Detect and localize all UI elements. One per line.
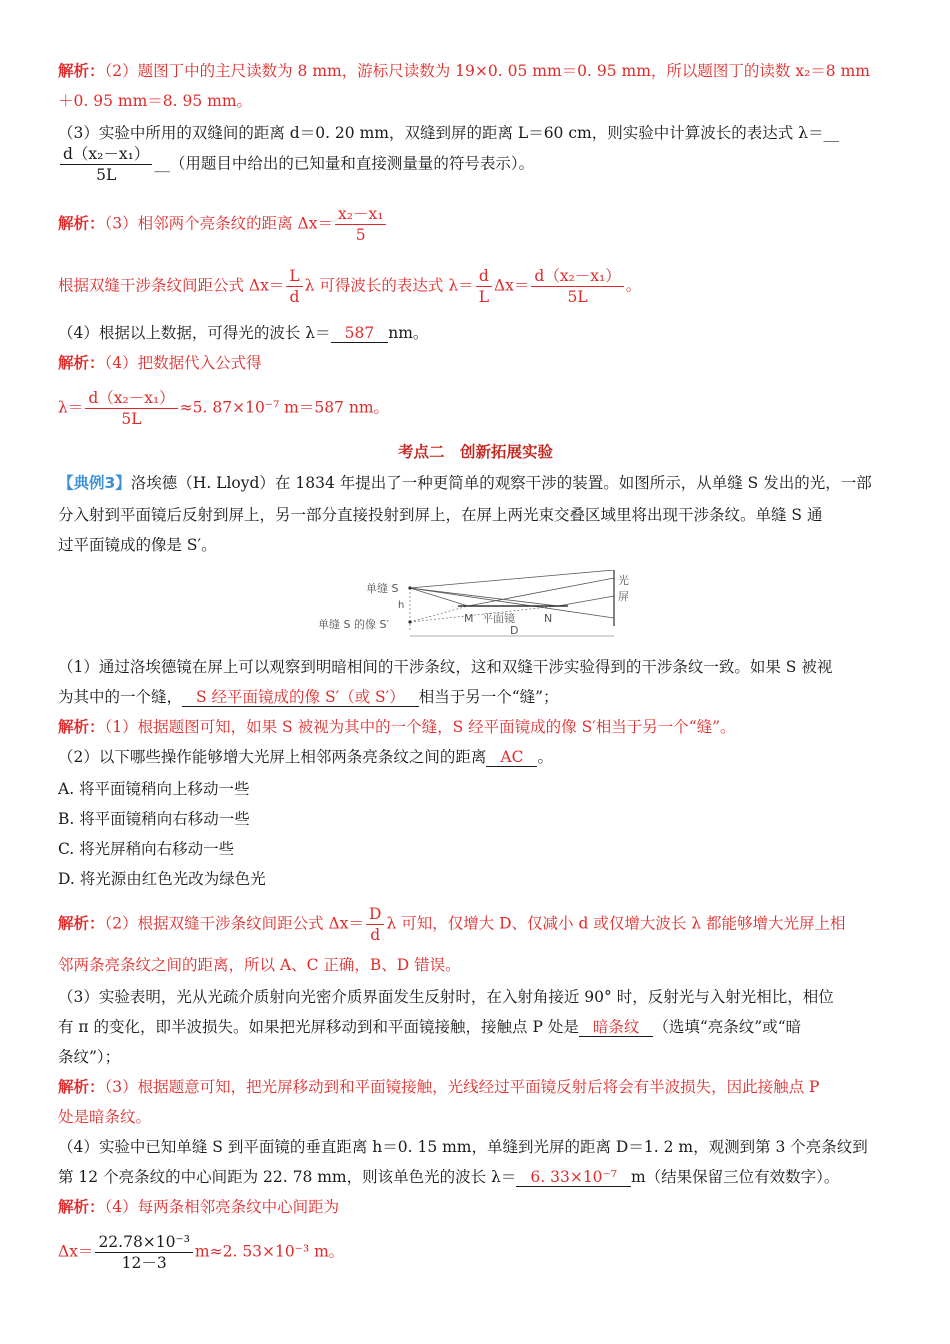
b1-pre: 为其中的一个缝， [58,688,183,706]
b3-line1: （3）实验表明，光从光疏介质射向光密介质界面发生反射时，在入射角接近 90° 时，反射光与入射光相比，相位 [58,988,834,1006]
b1-analysis [58,716,736,738]
b1-line1: （1）通过洛埃德镜在屏上可以观察到明暗相间的干涉条纹，这和双缝干涉实验得到的干涉条纹一致。如果 S 被视 [58,658,833,676]
t4: 。 [625,276,642,295]
q3-text: （3）实验中所用的双缝间的距离 d＝0. 20 mm，双缝到屏的距离 L＝60 cm，则实验中计算波长的表达式 λ＝__ [58,124,839,142]
analysis-4 [58,352,262,374]
pre: λ＝ [58,398,84,417]
answer-blank: 6. 33×10⁻⁷ [516,1168,631,1187]
q4-text: （4）根据以上数据，可得光的波长 λ＝ [58,324,331,342]
numerator: x₂－x₁ [335,204,386,225]
option-d: D. 将光源由红色光改为绿色光 [58,870,266,888]
numerator: d（x₂－x₁） [85,388,177,409]
b2-pre: （2）以下哪些操作能够增大光屏上相邻两条亮条纹之间的距离 [58,748,487,766]
image-label: 单缝 S 的像 S′ [318,618,389,631]
analysis-label: 解析： [58,913,105,933]
b4-line1: （4）实验中已知单缝 S 到平面镜的垂直距离 h＝0. 15 mm，单缝到光屏的距离 D＝1. 2 m，观测到第 3 个亮条纹到 [58,1138,868,1156]
b3-line3: 条纹”）； [58,1048,121,1066]
example-tag: 【典例3】 [58,474,131,492]
analysis-text: （4）把数据代入公式得 [104,354,262,372]
analysis-label: 解析： [58,1197,105,1216]
b4-line2 [58,1166,839,1188]
denominator: 5L [121,410,142,428]
option-c: C. 将光屏稍向右移动一些 [58,840,235,858]
q3-fraction [60,144,152,185]
analysis-label: 解析： [58,1077,105,1096]
b1-post: 相当于另一个“缝”； [418,688,559,706]
denominator: 5 [355,226,366,244]
question-3-cont [58,144,534,185]
analysis-text: （3）相邻两个亮条纹的距离 Δx＝ [104,214,333,233]
answer-blank: AC [486,748,537,767]
b2-question [58,746,553,768]
frac2 [476,266,492,307]
question-3 [58,122,839,144]
numerator: d（x₂－x₁） [531,266,623,287]
m-label: M [464,612,474,625]
b4-pre: 第 12 个亮条纹的中心间距为 22. 78 mm，则该单色光的波长 λ＝ [58,1168,517,1186]
numerator: d（x₂－x₁） [60,144,152,165]
analysis-text: （3）根据题意可知，把光屏移动到和平面镜接触，光线经过平面镜反射后将会有半波损失，因此接触点 P [104,1078,820,1096]
b3-analysis [58,1076,820,1098]
numerator: d [476,266,492,287]
analysis-label: 解析： [58,717,105,736]
mirror-label: 平面镜 [482,612,515,625]
denominator: 5L [96,166,117,184]
lloyd-mirror-diagram [318,570,638,640]
example-3-line3: 过平面镜成的像是 S′。 [58,536,217,554]
analysis-label: 解析： [58,213,105,233]
example-3-line2: 分入射到平面镜后反射到屏上，另一部分直接投射到屏上，在屏上两光束交叠区域里将出现干涉条纹。单缝 S 通 [58,506,823,524]
b4-post: m（结果保留三位有效数字）。 [630,1168,840,1186]
numerator: 22.78×10⁻³ [95,1232,192,1253]
frac3 [531,266,623,307]
analysis-text: （2）题图丁中的主尺读数为 8 mm，游标尺读数为 19×0. 05 mm＝0. 95 mm，所以题图丁的读数 x₂＝8 mm [104,62,870,80]
t3: Δx＝ [493,276,530,295]
answer-blank: 587 [331,324,389,343]
a3-fraction [335,204,386,245]
post: m≈2. 53×10⁻³ m。 [194,1242,345,1261]
b2-analysis [58,904,846,945]
b4-analysis-cont [58,1232,344,1273]
example-3-line1 [58,472,872,494]
analysis-label: 解析： [58,61,105,80]
denominator: d [289,288,300,306]
option-b: B. 将平面镜稍向右移动一些 [58,810,250,828]
b2-post: 。 [537,748,553,766]
b3-line2 [58,1016,801,1038]
analysis-2-cont: ＋0. 95 mm＝8. 95 mm。 [58,92,253,110]
q4-post: nm。 [388,324,429,342]
numerator: L [286,266,302,287]
option-a: A. 将平面镜稍向上移动一些 [58,780,250,798]
a4-fraction [85,388,177,429]
answer-blank: S 经平面镜成的像 S′（或 S′） [182,688,419,707]
analysis-text: （4）每两条相邻亮条纹中心间距为 [104,1198,340,1216]
answer-blank: 暗条纹 [579,1018,654,1037]
screen-label-1: 光 [618,574,629,587]
frac1 [286,266,302,307]
section-title: 考点二 创新拓展实验 [397,443,553,461]
h-label: h [398,600,405,611]
b2-fraction [366,904,384,945]
question-4 [58,322,428,344]
analysis-2 [58,60,870,82]
slit-label: 单缝 S [366,582,399,595]
denominator: d [370,926,381,944]
screen-label-2: 屏 [618,590,629,603]
n-label: N [544,612,553,625]
b3-analysis-cont: 处是暗条纹。 [58,1108,152,1126]
d-label: D [510,624,519,637]
t1: （2）根据双缝干涉条纹间距公式 Δx＝ [104,914,364,933]
pre: Δx＝ [58,1242,94,1261]
analysis-3b [58,266,641,307]
numerator: D [366,904,384,925]
b3-post: （选填“亮条纹”或“暗 [653,1018,802,1036]
t1: 根据双缝干涉条纹间距公式 Δx＝ [58,276,285,295]
denominator: L [478,288,489,306]
analysis-label: 解析： [58,353,105,372]
b4-fraction [95,1232,192,1273]
b3-pre: 有 π 的变化，即半波损失。如果把光屏移动到和平面镜接触，接触点 P 处是 [58,1018,579,1036]
denominator: 12－3 [121,1254,167,1272]
t2: λ 可得波长的表达式 λ＝ [304,276,474,295]
post: ≈5. 87×10⁻⁷ m＝587 nm。 [179,398,390,417]
q3-post: __（用题目中给出的已知量和直接测量量的符号表示）。 [154,154,535,173]
example-text: 洛埃德（H. Lloyd）在 1834 年提出了一种更简单的观察干涉的装置。如图所示，从单缝 S 发出的光，一部 [130,474,872,492]
b4-analysis [58,1196,339,1218]
analysis-3 [58,204,388,245]
analysis-text: （1）根据题图可知，如果 S 被视为其中的一个缝，S 经平面镜成的像 S′相当于另一个“缝”。 [104,718,736,736]
b2-analysis-cont: 邻两条亮条纹之间的距离，所以 A、C 正确，B、D 错误。 [58,956,461,974]
b1-line2 [58,686,559,708]
analysis-4b [58,388,389,429]
denominator: 5L [567,288,588,306]
t2: λ 可知，仅增大 D、仅减小 d 或仅增大波长 λ 都能够增大光屏上相 [386,914,846,933]
